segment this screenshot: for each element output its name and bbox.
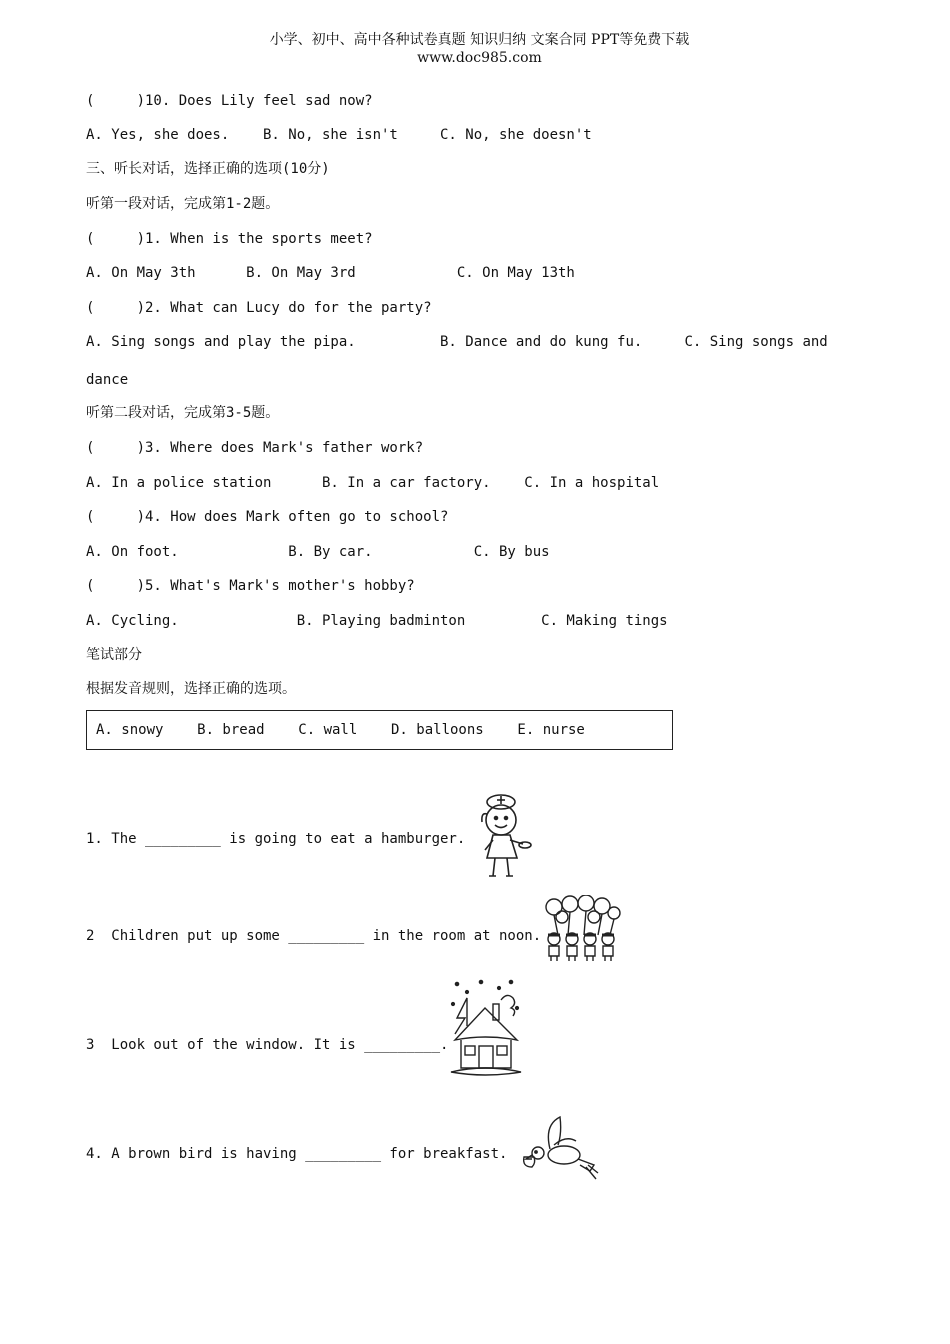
header-text: 小学、初中、高中各种试卷真题 知识归纳 文案合同 PPT等免费下载 — [269, 32, 690, 48]
sentence-4: 4. A brown bird is having _________ for breakfast. — [86, 1146, 508, 1162]
bird-bread-icon — [520, 1115, 600, 1183]
word-bank: A. snowy B. bread C. wall D. balloons E. nurse — [96, 722, 585, 738]
question-3-options: A. In a police station B. In a car factory. C. In a hospital — [86, 475, 660, 491]
question-2-options: A. Sing songs and play the pipa. B. Dance and do kung fu. C. Sing songs and — [86, 334, 828, 350]
phonics-instruction: 根据发音规则，选择正确的选项。 — [86, 681, 296, 697]
question-2: ( )2. What can Lucy do for the party? — [86, 300, 432, 316]
children-balloons-icon — [540, 895, 622, 963]
dialog-1-instruction: 听第一段对话，完成第1-2题。 — [86, 196, 280, 212]
header-site: www.doc985.com — [417, 50, 542, 66]
section-3-title: 三、听长对话，选择正确的选项(10分) — [86, 161, 330, 177]
question-5-options: A. Cycling. B. Playing badminton C. Making tings — [86, 613, 668, 629]
question-4-options: A. On foot. B. By car. C. By bus — [86, 544, 550, 560]
question-5: ( )5. What's Mark's mother's hobby? — [86, 578, 415, 594]
sentence-1: 1. The _________ is going to eat a hamburger. — [86, 831, 466, 847]
dialog-2-instruction: 听第二段对话，完成第3-5题。 — [86, 405, 280, 421]
nurse-icon — [473, 788, 535, 882]
question-1-options: A. On May 3th B. On May 3rd C. On May 13th — [86, 265, 575, 281]
question-10: ( )10. Does Lily feel sad now? — [86, 93, 373, 109]
question-10-options: A. Yes, she does. B. No, she isn't C. No, she doesn't — [86, 127, 592, 143]
page-header — [0, 13, 950, 67]
written-section-title: 笔试部分 — [86, 647, 142, 663]
word-bank-box — [86, 710, 673, 750]
snowy-house-icon — [447, 978, 523, 1078]
question-2-options-wrap: dance — [86, 372, 129, 388]
sentence-2: 2 Children put up some _________ in the room at noon. — [86, 928, 542, 944]
question-3: ( )3. Where does Mark's father work? — [86, 440, 424, 456]
question-4: ( )4. How does Mark often go to school? — [86, 509, 449, 525]
sentence-3: 3 Look out of the window. It is _________. — [86, 1037, 449, 1053]
question-1: ( )1. When is the sports meet? — [86, 231, 373, 247]
